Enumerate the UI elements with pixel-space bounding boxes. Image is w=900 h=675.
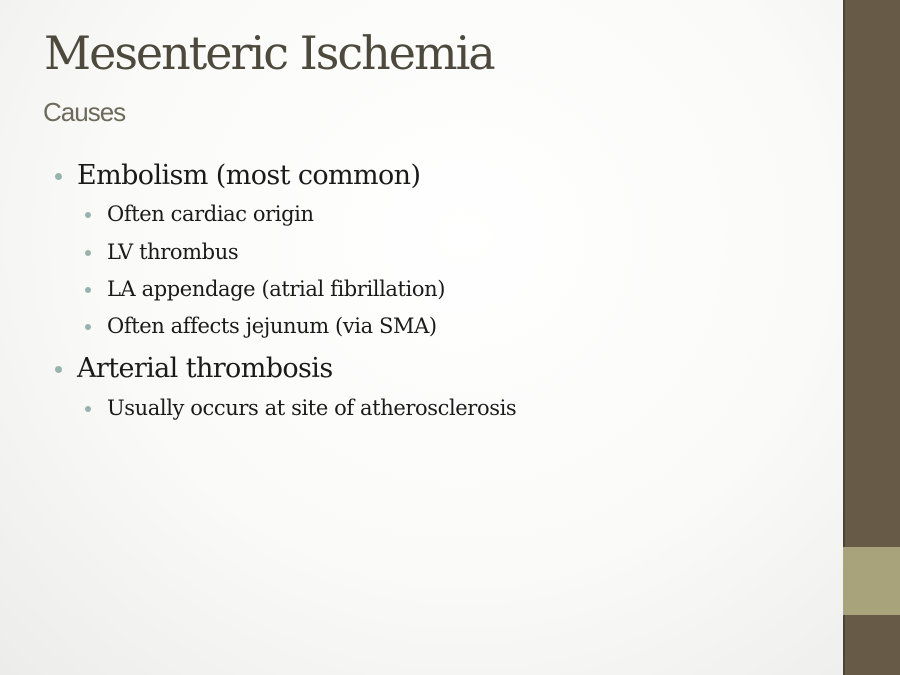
bullet-text: Usually occurs at site of atherosclerosis: [107, 396, 517, 420]
sub-bullet-item: [107, 277, 445, 301]
bullet-item: [77, 353, 333, 384]
bullet-dot-icon: [85, 212, 91, 218]
bullet-dot-icon: [85, 250, 91, 256]
slide-subtitle: Causes: [43, 97, 126, 127]
sub-bullet-item: [107, 240, 238, 264]
bullet-dot-icon: [55, 366, 62, 373]
decorative-sidebar: [843, 0, 900, 675]
bullet-item: [77, 160, 420, 191]
bullet-text: Often affects jejunum (via SMA): [107, 314, 437, 338]
bullet-text: LV thrombus: [107, 240, 239, 264]
bullet-dot-icon: [85, 406, 91, 412]
slide-title: Mesenteric Ischemia: [44, 26, 494, 80]
sub-bullet-item: [107, 202, 314, 226]
bullet-dot-icon: [55, 173, 62, 180]
bullet-text: Often cardiac origin: [107, 202, 314, 226]
bullet-text: Arterial thrombosis: [77, 353, 333, 384]
sidebar-accent-block: [843, 547, 900, 615]
sub-bullet-item: [107, 314, 437, 338]
bullet-text: LA appendage (atrial fibrillation): [107, 277, 446, 301]
bullet-text: Embolism (most common): [77, 160, 421, 191]
bullet-dot-icon: [85, 324, 91, 330]
sub-bullet-item: [107, 396, 516, 420]
bullet-dot-icon: [85, 287, 91, 293]
